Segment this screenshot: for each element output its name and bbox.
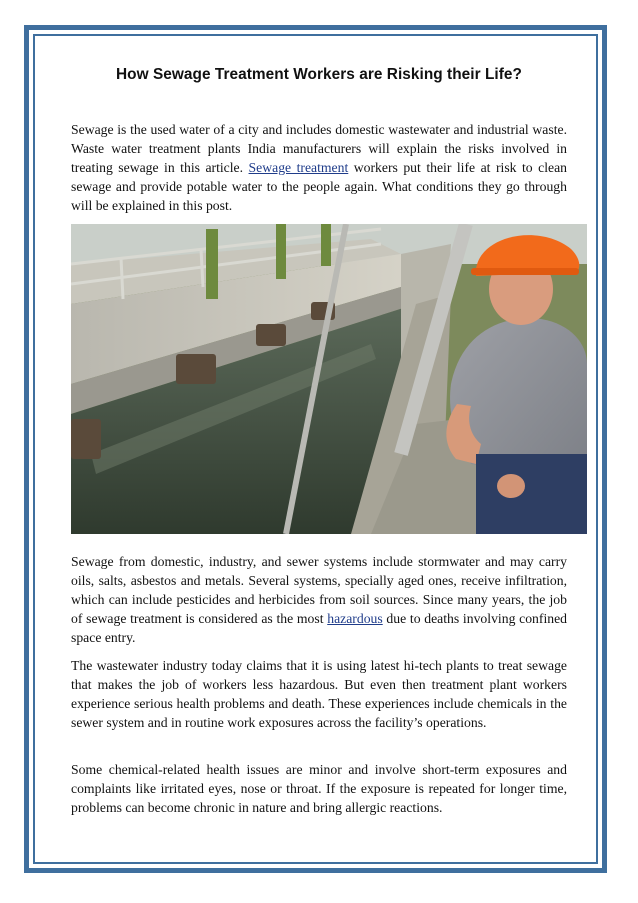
health-issues-paragraph: Some chemical-related health issues are minor and involve short-term exposures and complaints like irritated eyes, nose or throat. If the exposure is repeated for longer time, problems can become chronic in nature and bring allergic reactions. bbox=[71, 762, 567, 815]
intro-text-start: Sewage is the used water of a city and includes domestic wastewater and industrial waste. Waste water treatment plants India manufacturers will explain the risks involved in treating sewage in this article. bbox=[71, 122, 567, 175]
sewage-treatment-link[interactable]: Sewage treatment bbox=[248, 160, 349, 175]
intro-paragraph bbox=[71, 120, 567, 215]
contaminants-text-start: Sewage from domestic, industry, and sewer systems include stormwater and may carry oils, salts, asbestos and metals. Several systems, specially aged ones, receive infiltration, which can include pesticides and herbicides from soil sources. Since many years, the job of sewage treatment is considered as the most bbox=[71, 554, 567, 626]
industry-claims-paragraph: The wastewater industry today claims that it is using latest hi-tech plants to treat sewage that makes the job of workers less hazardous. But even then treatment plant workers experience serious health problems and death. These experiences include chemicals in the sewer system and in routine work exposures across the facility’s operations. bbox=[71, 658, 567, 730]
page-title: How Sewage Treatment Workers are Risking their Life? bbox=[115, 66, 522, 83]
intro-text-end: workers put their life at risk to clean sewage and provide potable water to the people again. What conditions they go through will be explained in this post. bbox=[71, 160, 567, 213]
contaminants-text-end: due to deaths involving confined space entry. bbox=[71, 611, 568, 645]
sewage-plant-worker-photo bbox=[71, 224, 587, 534]
hazardous-link[interactable]: hazardous bbox=[327, 611, 383, 626]
contaminants-paragraph bbox=[71, 552, 567, 647]
